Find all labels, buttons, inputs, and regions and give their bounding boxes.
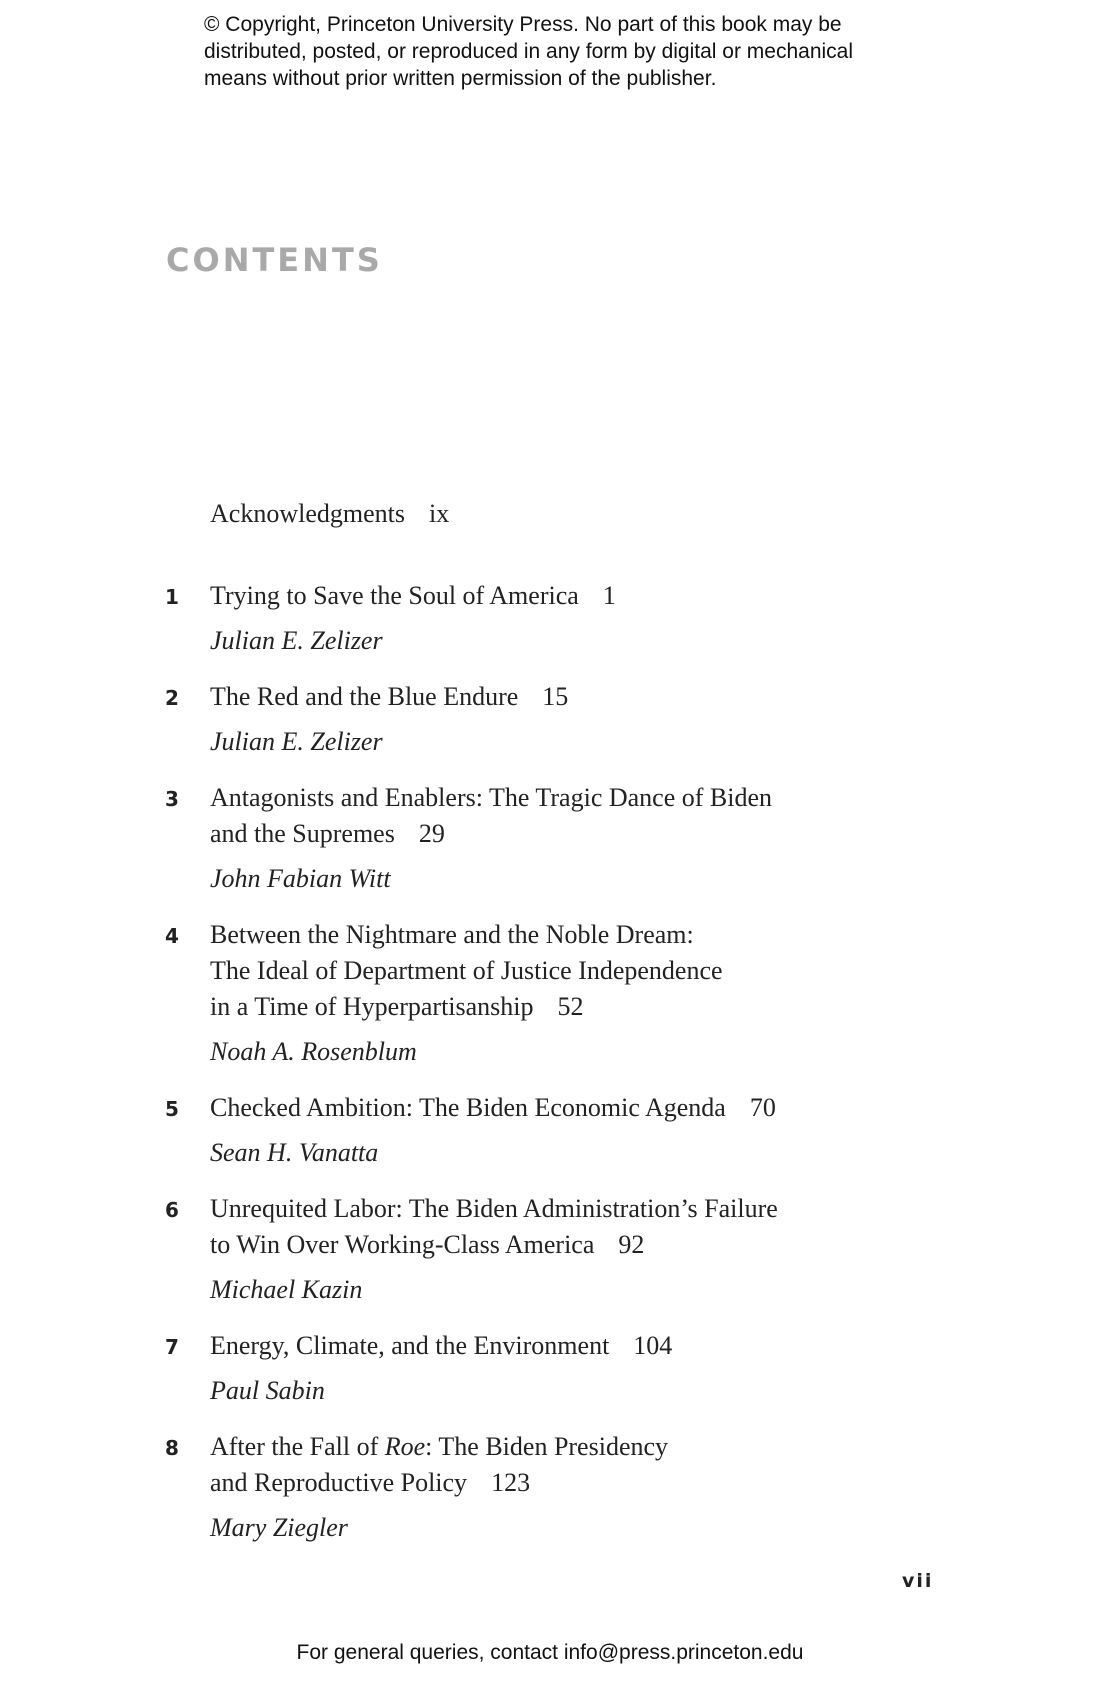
chapter-number: 3 [165,787,179,811]
chapter-page: 92 [618,1230,645,1259]
copyright-line: distributed, posted, or reproduced in any form by digital or mechanical [204,40,854,63]
chapter-number: 7 [165,1335,179,1359]
chapter-title-line: Antagonists and Enablers: The Tragic Dance of Biden [210,783,773,812]
toc-entry-chapter-8[interactable] [0,1429,1100,1546]
chapter-author: Noah A. Rosenblum [210,1037,417,1066]
copyright-line: means without prior written permission of the publisher. [204,67,717,90]
chapter-page: 15 [542,682,569,711]
chapter-number: 5 [165,1097,179,1121]
chapter-page: 70 [749,1093,776,1122]
chapter-title-line [210,578,1100,614]
chapter-number: 2 [165,686,179,710]
copyright-notice [204,11,924,92]
toc-entry-acknowledgments[interactable] [210,496,449,532]
page-folio: vii [902,1570,934,1592]
chapter-author: John Fabian Witt [210,864,391,893]
chapter-title: to Win Over Working-Class America [210,1230,595,1259]
toc-entry-chapter-3[interactable] [0,780,1100,897]
chapter-author: Julian E. Zelizer [210,626,383,655]
chapter-title-line [210,1328,1100,1364]
chapter-title: The Red and the Blue Endure [210,682,519,711]
toc-entry-chapter-6[interactable] [0,1191,1100,1308]
chapter-title: Checked Ambition: The Biden Economic Agenda [210,1093,726,1122]
toc-entry-chapter-4[interactable] [0,917,1100,1070]
footer-contact: For general queries, contact info@press.princeton.edu [296,1641,804,1664]
chapter-number: 1 [165,585,179,609]
chapter-author: Paul Sabin [210,1376,325,1405]
chapter-page: 29 [418,819,445,848]
chapter-title-part: : The Biden Presidency [425,1432,669,1461]
chapter-author: Julian E. Zelizer [210,727,383,756]
chapter-title-line: Unrequited Labor: The Biden Administration’s Failure [210,1194,778,1223]
chapter-page: 52 [557,992,584,1021]
chapter-number: 6 [165,1198,179,1222]
chapter-title-line: Between the Nightmare and the Noble Dream: [210,920,694,949]
chapter-title: and the Supremes [210,819,395,848]
toc-entry-chapter-2[interactable] [0,679,1100,760]
chapter-author: Mary Ziegler [210,1513,348,1542]
chapter-title: Trying to Save the Soul of America [210,581,579,610]
chapter-title-line [210,816,1100,852]
contents-heading: CONTENTS [166,241,383,279]
chapter-author: Michael Kazin [210,1275,363,1304]
chapter-title-line [210,1227,1100,1263]
copyright-line: © Copyright, Princeton University Press. No part of this book may be [204,13,842,36]
chapter-title-part: After the Fall of [210,1432,385,1461]
acknowledgments-page: ix [428,499,450,528]
chapter-page: 123 [491,1468,531,1497]
chapter-title: in a Time of Hyperpartisanship [210,992,534,1021]
chapter-author: Sean H. Vanatta [210,1138,379,1167]
chapter-title-line: The Ideal of Department of Justice Independence [210,956,723,985]
toc-entry-chapter-1[interactable] [0,578,1100,659]
chapter-title-line [210,989,1100,1025]
chapter-title: Energy, Climate, and the Environment [210,1331,610,1360]
toc-list [0,578,1100,1566]
chapter-number: 4 [165,924,179,948]
chapter-title-line [210,679,1100,715]
chapter-title: and Reproductive Policy [210,1468,468,1497]
chapter-title-line [210,1465,1100,1501]
chapter-title-line [210,1090,1100,1126]
toc-entry-chapter-5[interactable] [0,1090,1100,1171]
chapter-title-italic: Roe [384,1432,426,1461]
toc-entry-chapter-7[interactable] [0,1328,1100,1409]
chapter-page: 1 [602,581,616,610]
chapter-page: 104 [633,1331,673,1360]
chapter-number: 8 [165,1436,179,1460]
chapter-title-line [210,1429,1100,1465]
acknowledgments-title: Acknowledgments [210,499,405,528]
